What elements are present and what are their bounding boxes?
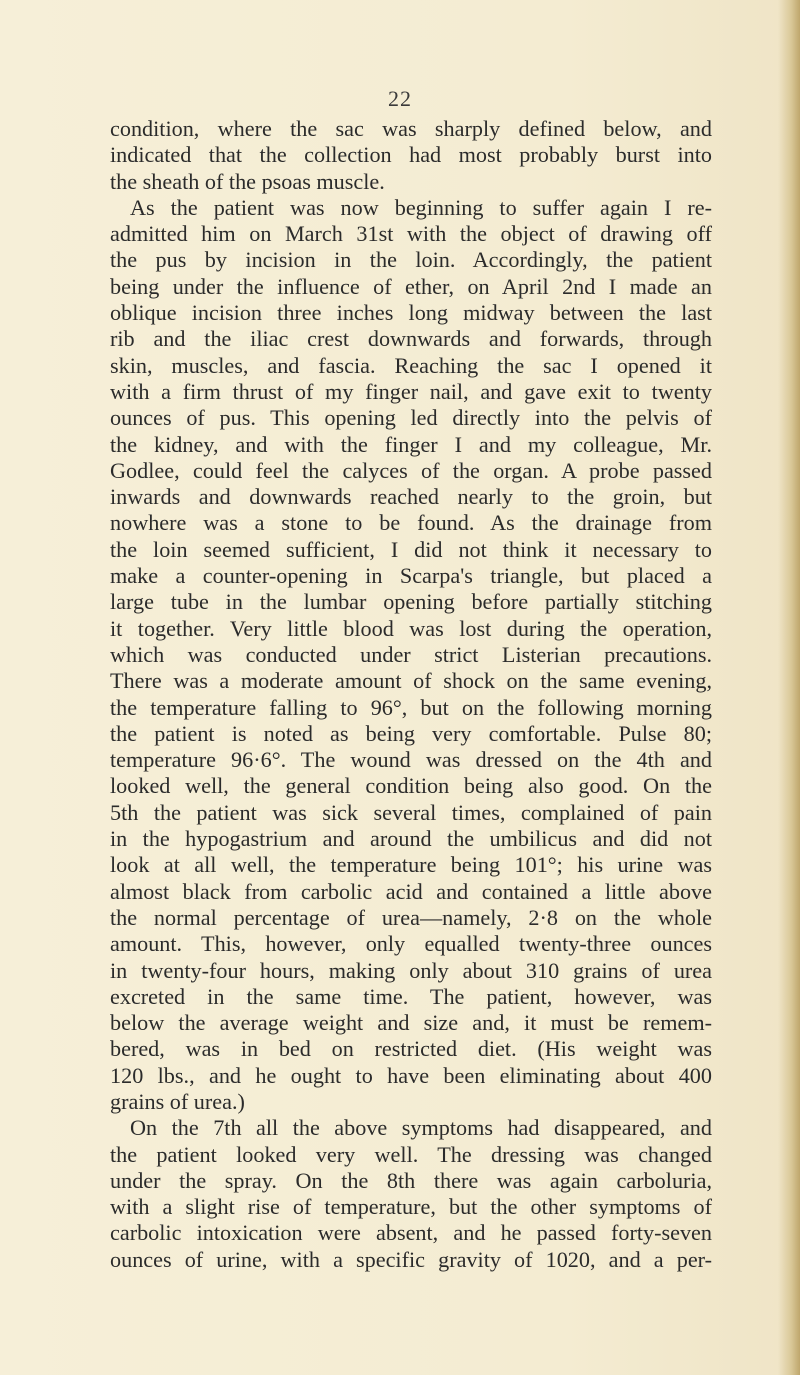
text-line: amount. This, however, only equalled twenty-three ounces bbox=[110, 931, 712, 957]
text-line: grains of urea.) bbox=[110, 1088, 245, 1114]
text-line: Godlee, could feel the calyces of the organ. A probe passed bbox=[110, 457, 712, 483]
text-line: with a slight rise of temperature, but the other symptoms of bbox=[110, 1194, 712, 1220]
text-line: the sheath of the psoas muscle. bbox=[110, 168, 385, 194]
text-line: looked well, the general condition being also good. On the bbox=[110, 773, 712, 799]
text-line: As the patient was now beginning to suffer again I re- bbox=[130, 194, 712, 220]
text-line: excreted in the same time. The patient, however, was bbox=[110, 983, 712, 1009]
text-line: the normal percentage of urea—namely, 2·8 on the whole bbox=[110, 904, 712, 930]
text-line: admitted him on March 31st with the object of drawing off bbox=[110, 221, 712, 247]
text-line: almost black from carbolic acid and contained a little above bbox=[110, 878, 712, 904]
text-line: the patient looked very well. The dressing was changed bbox=[110, 1141, 712, 1167]
text-line: in twenty-four hours, making only about 310 grains of urea bbox=[110, 957, 712, 983]
text-line: make a counter-opening in Scarpa's triangle, but placed a bbox=[110, 563, 712, 589]
text-line: oblique incision three inches long midway between the last bbox=[110, 300, 712, 326]
text-line: 120 lbs., and he ought to have been eliminating about 400 bbox=[110, 1062, 712, 1088]
text-line: condition, where the sac was sharply defined below, and bbox=[110, 116, 712, 141]
text-line: the pus by incision in the loin. Accordingly, the patient bbox=[110, 247, 712, 273]
text-line: it together. Very little blood was lost during the operation, bbox=[110, 615, 712, 641]
text-line: the kidney, and with the finger I and my colleague, Mr. bbox=[110, 431, 712, 457]
text-line: bered, was in bed on restricted diet. (His weight was bbox=[110, 1036, 712, 1062]
text-line: 5th the patient was sick several times, complained of pain bbox=[110, 799, 712, 825]
text-line: temperature 96·6°. The wound was dressed on the 4th and bbox=[110, 747, 712, 773]
text-line: the temperature falling to 96°, but on the following morning bbox=[110, 694, 712, 720]
text-line: in the hypogastrium and around the umbilicus and did not bbox=[110, 826, 712, 852]
text-line: nowhere was a stone to be found. As the drainage from bbox=[110, 510, 712, 536]
text-line: ounces of pus. This opening led directly into the pelvis of bbox=[110, 405, 712, 431]
page-number: 22 bbox=[388, 86, 412, 111]
page-edge-shadow bbox=[778, 0, 800, 1375]
text-line: On the 7th all the above symptoms had disappeared, and bbox=[130, 1115, 712, 1141]
text-line: look at all well, the temperature being 101°; his urine was bbox=[110, 852, 712, 878]
text-line: skin, muscles, and fascia. Reaching the sac I opened it bbox=[110, 352, 712, 378]
text-line: There was a moderate amount of shock on the same evening, bbox=[110, 668, 712, 694]
text-line: which was conducted under strict Listerian precautions. bbox=[110, 641, 712, 667]
text-line: ounces of urine, with a specific gravity of 1020, and a per- bbox=[110, 1246, 712, 1272]
text-line: rib and the iliac crest downwards and forwards, through bbox=[110, 326, 712, 352]
text-line: inwards and downwards reached nearly to the groin, but bbox=[110, 484, 712, 510]
text-line: being under the influence of ether, on April 2nd I made an bbox=[110, 273, 712, 299]
text-line: under the spray. On the 8th there was again carboluria, bbox=[110, 1167, 712, 1193]
text-line: below the average weight and size and, it must be remem- bbox=[110, 1010, 712, 1036]
text-line: indicated that the collection had most probably burst into bbox=[110, 142, 712, 168]
text-line: large tube in the lumbar opening before partially stitching bbox=[110, 589, 712, 615]
text-line: the patient is noted as being very comfortable. Pulse 80; bbox=[110, 720, 712, 746]
text-line: the loin seemed sufficient, I did not think it necessary to bbox=[110, 536, 712, 562]
text-line: carbolic intoxication were absent, and he passed forty-seven bbox=[110, 1220, 712, 1246]
body-text bbox=[110, 116, 712, 1273]
text-line: with a firm thrust of my finger nail, and gave exit to twenty bbox=[110, 378, 712, 404]
